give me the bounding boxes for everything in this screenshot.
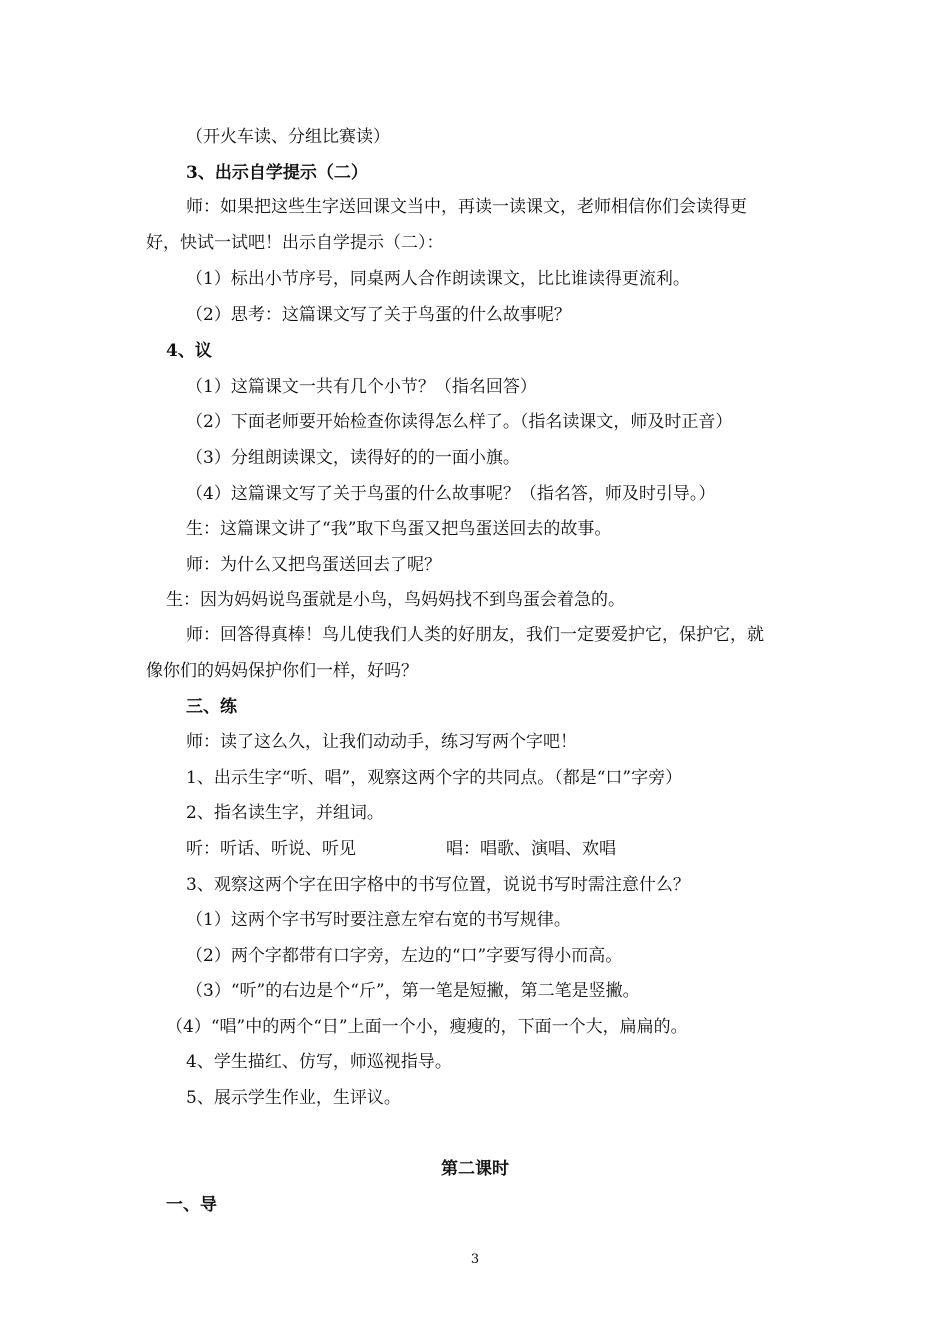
- heading-practice: 三、练: [186, 697, 237, 717]
- text-line-22: 3、观察这两个字在田字格中的书写位置，说说书写时需注意什么？: [186, 875, 690, 895]
- text-line-10: （3）分组朗读课文，读得好的的一面小旗。: [186, 448, 520, 468]
- text-line-16: 像你们的妈妈保护你们一样，好吗？: [146, 661, 418, 681]
- heading-introduction: 一、导: [166, 1195, 217, 1215]
- text-line-3: 师：如果把这些生字送回课文当中，再读一读课文，老师相信你们会读得更: [186, 197, 747, 217]
- section-title-second-lesson: 第二课时: [441, 1159, 509, 1179]
- text-line-1: （开火车读、分组比赛读）: [186, 127, 390, 147]
- text-line-14: 生：因为妈妈说鸟蛋就是小鸟，鸟妈妈找不到鸟蛋会着急的。: [166, 590, 625, 610]
- text-line-15: 师：回答得真棒！鸟儿使我们人类的好朋友，我们一定要爱护它，保护它，就: [186, 625, 764, 645]
- text-line-19: 1、出示生字“听、唱”，观察这两个字的共同点。（都是“口”字旁）: [186, 768, 683, 788]
- heading-self-study-hint-2: 3、出示自学提示（二）: [186, 163, 368, 183]
- text-line-23: （1）这两个字书写时要注意左窄右宽的书写规律。: [186, 910, 571, 930]
- text-line-12: 生：这篇课文讲了“我”取下鸟蛋又把鸟蛋送回去的故事。: [186, 519, 612, 539]
- page-number: 3: [470, 1252, 480, 1267]
- text-line-21-left: 听：听话、听说、听见: [186, 839, 356, 859]
- text-line-24: （2）两个字都带有口字旁，左边的“口”字要写得小而高。: [186, 946, 623, 966]
- text-line-25: （3）“听”的右边是个“斤”，第一笔是短撇，第二笔是竖撇。: [186, 981, 640, 1001]
- text-line-18: 师：读了这么久，让我们动动手，练习写两个字吧！: [186, 732, 577, 752]
- text-line-21-right: 唱：唱歌、演唱、欢唱: [446, 839, 616, 859]
- text-line-28: 5、展示学生作业，生评议。: [186, 1088, 401, 1108]
- text-line-13: 师：为什么又把鸟蛋送回去了呢？: [186, 555, 441, 575]
- text-line-11: （4）这篇课文写了关于鸟蛋的什么故事呢？（指名答，师及时引导。）: [186, 484, 716, 504]
- text-line-5: （1）标出小节序号，同桌两人合作朗读课文，比比谁读得更流利。: [186, 269, 690, 289]
- text-line-8: （1）这篇课文一共有几个小节？（指名回答）: [186, 377, 537, 397]
- text-line-26: （4）“唱”中的两个“日”上面一个小，瘦瘦的，下面一个大，扁扁的。: [166, 1017, 688, 1037]
- text-line-4: 好，快试一试吧！出示自学提示（二）：: [146, 233, 444, 253]
- text-line-9: （2）下面老师要开始检查你读得怎么样了。（指名读课文，师及时正音）: [186, 412, 733, 432]
- text-line-6: （2）思考：这篇课文写了关于鸟蛋的什么故事呢？: [186, 305, 571, 325]
- heading-discuss: 4、议: [166, 341, 212, 361]
- text-line-27: 4、学生描红、仿写，师巡视指导。: [186, 1052, 452, 1072]
- text-line-20: 2、指名读生字，并组词。: [186, 803, 384, 823]
